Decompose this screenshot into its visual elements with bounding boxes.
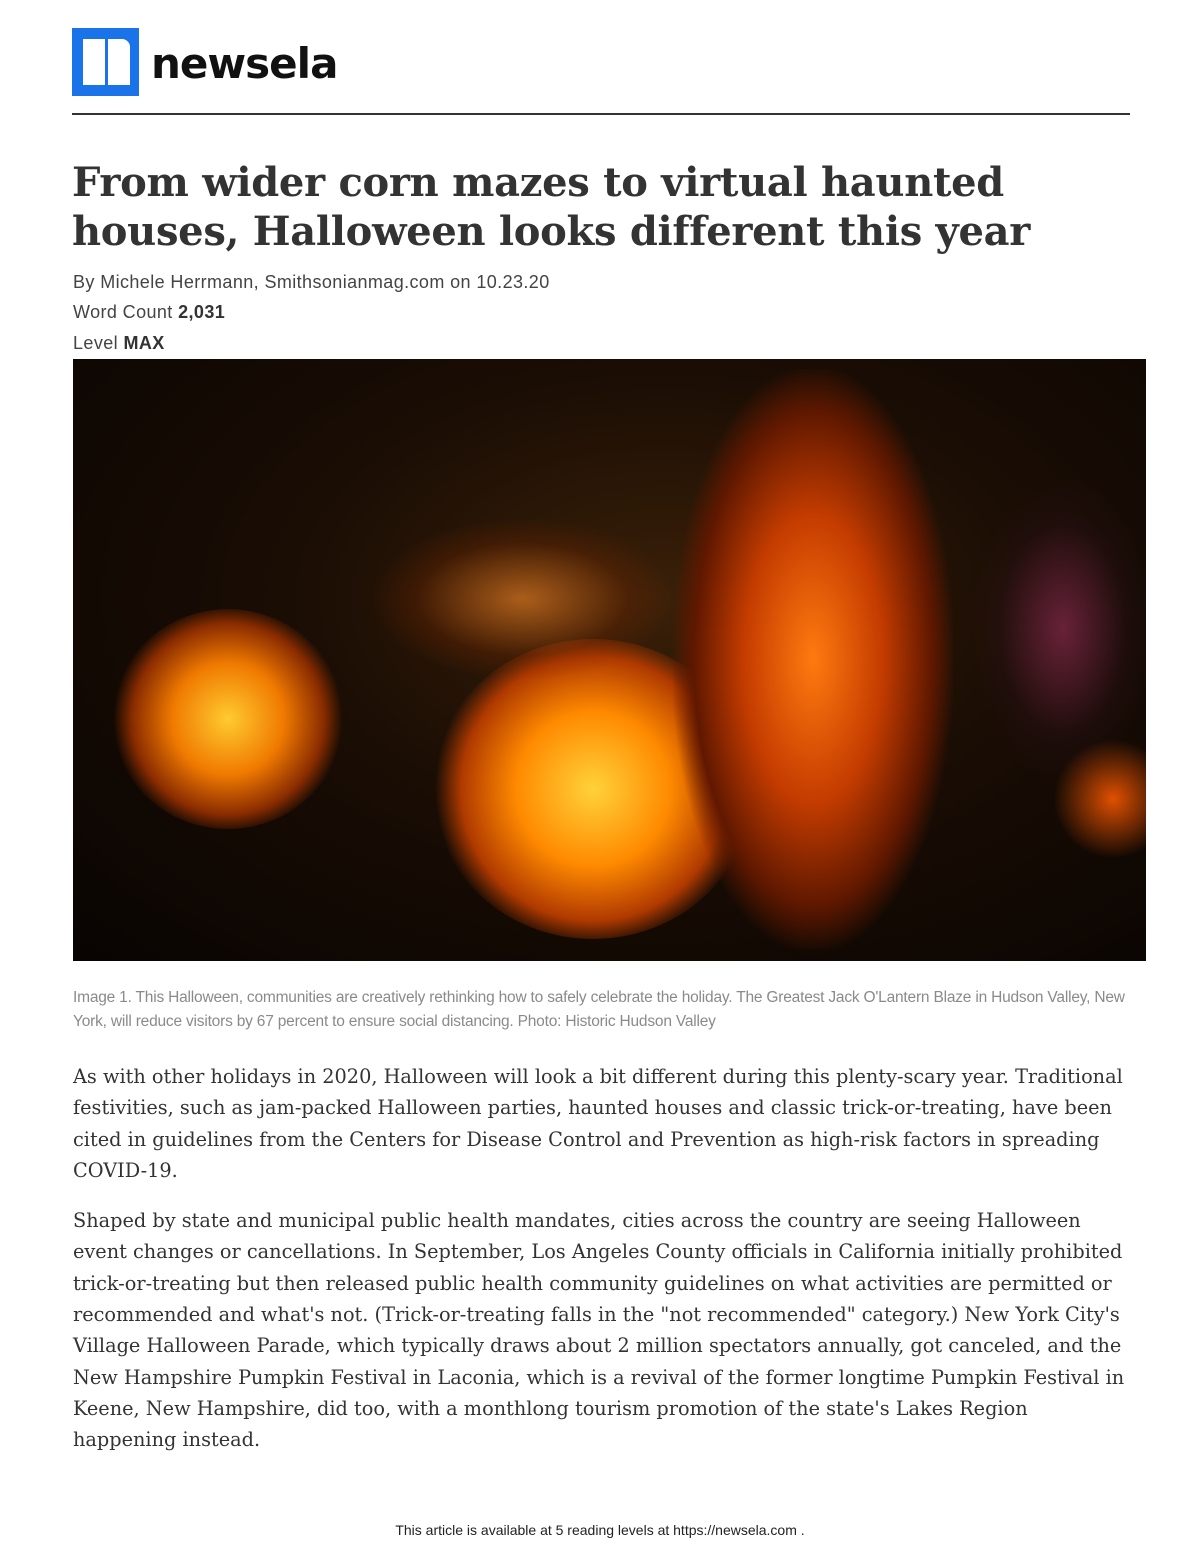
newsela-logo-mark [72,28,139,96]
level-label: Level [73,333,119,353]
article-photo [73,359,1146,961]
word-count-label: Word Count [73,302,173,322]
header-divider [72,113,1130,115]
word-count-value: 2,031 [178,302,226,322]
reading-level [73,333,165,354]
article-body [73,1061,1133,1475]
paragraph: As with other holidays in 2020, Halloween will look a bit different during this plenty-scary year. Traditional festivities, such as jam-packed Halloween parties, haunted houses and classic trick-or-treating, have been cited in guidelines from the Centers for Disease Control and Prevention as high-risk factors in spreading COVID-19. [73,1065,1123,1182]
newsela-logo [72,28,337,96]
word-count [73,302,225,323]
article-title: From wider corn mazes to virtual haunted houses, Halloween looks different this year [72,159,1031,255]
level-value: MAX [123,333,165,353]
paragraph: Shaped by state and municipal public health mandates, cities across the country are seeing Halloween event changes or cancellations. In September, Los Angeles County officials in California initially prohibited trick-or-treating but then released public health community guidelines on what activities are permitted or recommended and what's not. (Trick-or-treating falls in the "not recommended" category.) New York City's Village Halloween Parade, which typically draws about 2 million spectators annually, got canceled, and the New Hampshire Pumpkin Festival in Laconia, which is a revival of the former longtime Pumpkin Festival in Keene, New Hampshire, did too, with a monthlong tourism promotion of the state's Lakes Region happening instead. [73,1209,1125,1452]
image-caption: Image 1. This Halloween, communities are creatively rethinking how to safely celebrate the holiday. The Greatest Jack O'Lantern Blaze in Hudson Valley, New York, will reduce visitors by 67 percent to ensure social distancing. Photo: Historic Hudson Valley [73,989,1125,1030]
logo-wordmark: newsela [151,38,338,88]
footer-note: This article is available at 5 reading levels at https://newsela.com . [395,1522,805,1538]
byline: By Michele Herrmann, Smithsonianmag.com on 10.23.20 [73,272,550,292]
